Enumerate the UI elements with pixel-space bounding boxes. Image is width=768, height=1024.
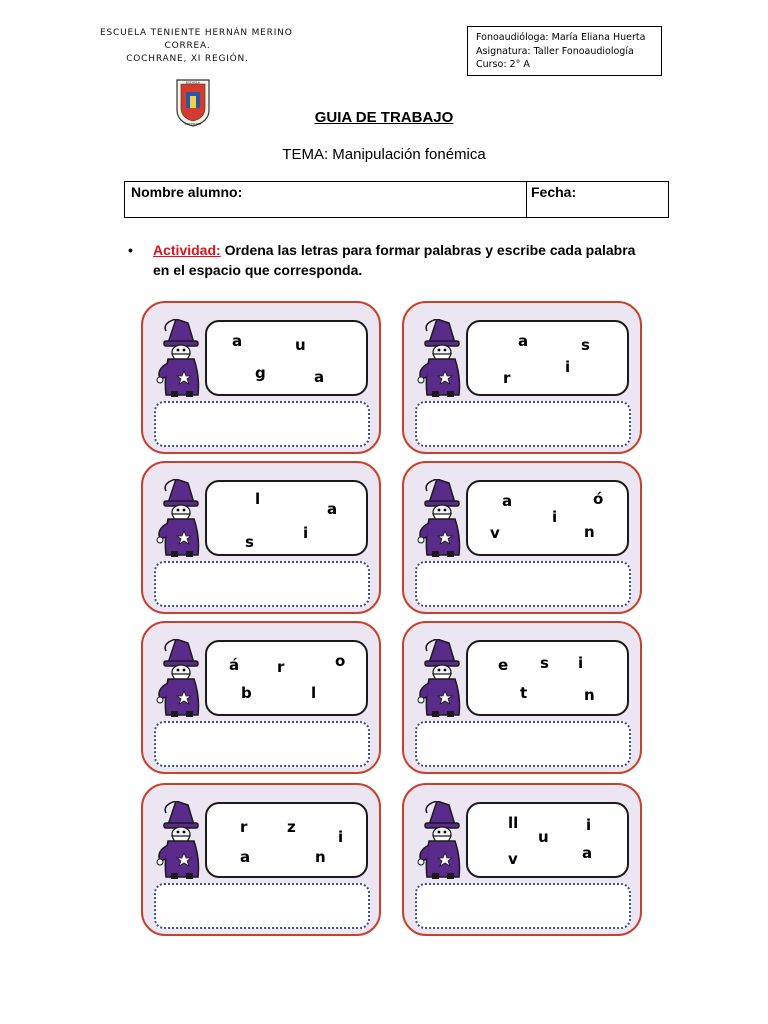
letter: l (255, 490, 261, 508)
answer-field[interactable] (154, 721, 370, 767)
word-card (402, 461, 642, 614)
subject: Asignatura: Taller Fonoaudiología (476, 45, 634, 57)
letter: a (327, 500, 338, 518)
answer-field[interactable] (415, 401, 631, 447)
letter: z (287, 818, 296, 836)
wizard-icon (151, 801, 207, 879)
letter: ll (508, 814, 519, 832)
letter: t (520, 684, 528, 702)
letter: a (232, 332, 243, 350)
word-card (141, 783, 381, 936)
bullet: • (128, 242, 133, 258)
answer-field[interactable] (415, 561, 631, 607)
letter: s (581, 336, 590, 354)
topic: TEMA: Manipulación fonémica (282, 146, 486, 163)
letter: u (538, 828, 549, 846)
wizard-icon (151, 319, 207, 397)
word-card (141, 621, 381, 774)
letter: a (314, 368, 325, 386)
date-label: Fecha: (531, 184, 577, 200)
letter: s (245, 533, 254, 551)
word-card (402, 621, 642, 774)
answer-field[interactable] (154, 401, 370, 447)
scrambled-letters-box (466, 320, 629, 396)
school-name (100, 27, 293, 66)
activity-label: Actividad: (153, 242, 221, 258)
word-card (402, 783, 642, 936)
letter: v (490, 524, 500, 542)
scrambled-letters-box (205, 480, 368, 556)
scrambled-letters-box (205, 640, 368, 716)
letter: r (277, 658, 285, 676)
letter: a (240, 848, 251, 866)
answer-field[interactable] (154, 883, 370, 929)
school-line-3: COCHRANE, XI REGIÓN. (126, 54, 249, 64)
scrambled-letters-box (466, 480, 629, 556)
letter: i (586, 816, 592, 834)
letter: a (582, 844, 593, 862)
letter: i (578, 654, 584, 672)
svg-text:COCHRANE: COCHRANE (184, 122, 202, 126)
word-card (141, 461, 381, 614)
letter: l (311, 684, 317, 702)
wizard-icon (151, 639, 207, 717)
school-line-2: CORREA. (164, 41, 211, 51)
wizard-icon (151, 479, 207, 557)
letter: a (502, 492, 513, 510)
letter: n (315, 848, 326, 866)
scrambled-letters-box (205, 320, 368, 396)
letter: ó (593, 490, 604, 508)
letter: á (229, 656, 240, 674)
teacher-name: Fonoaudióloga: María Eliana Huerta (476, 32, 646, 43)
school-line-1: ESCUELA TENIENTE HERNÁN MERINO (100, 28, 293, 38)
wizard-icon (412, 479, 468, 557)
teacher-info-box (467, 26, 662, 76)
course: Curso: 2° A (476, 59, 530, 70)
word-card (141, 301, 381, 454)
scrambled-letters-box (466, 802, 629, 878)
letter: r (240, 818, 248, 836)
letter: g (255, 364, 266, 382)
letter: b (241, 684, 252, 702)
scrambled-letters-box (466, 640, 629, 716)
letter: i (338, 828, 344, 846)
letter: n (584, 686, 595, 704)
answer-field[interactable] (415, 883, 631, 929)
letter: i (303, 524, 309, 542)
letter: e (498, 656, 509, 674)
letter: r (503, 369, 511, 387)
word-card (402, 301, 642, 454)
letter: a (518, 332, 529, 350)
student-info-table (124, 181, 669, 218)
letter: i (565, 358, 571, 376)
letter: u (295, 336, 306, 354)
letter: s (540, 654, 549, 672)
letter: v (508, 850, 518, 868)
letter: i (552, 508, 558, 526)
student-name-cell[interactable] (125, 182, 527, 217)
answer-field[interactable] (415, 721, 631, 767)
scrambled-letters-box (205, 802, 368, 878)
svg-text:ESCUELA: ESCUELA (186, 80, 200, 85)
answer-field[interactable] (154, 561, 370, 607)
letter: n (584, 523, 595, 541)
wizard-icon (412, 801, 468, 879)
activity-text: Ordena las letras para formar palabras y escribe cada palabra en el espacio que corresponda. (153, 242, 636, 278)
letter: o (335, 652, 346, 670)
wizard-icon (412, 639, 468, 717)
student-name-label: Nombre alumno: (131, 184, 243, 200)
page-title: GUIA DE TRABAJO (314, 109, 454, 126)
wizard-icon (412, 319, 468, 397)
